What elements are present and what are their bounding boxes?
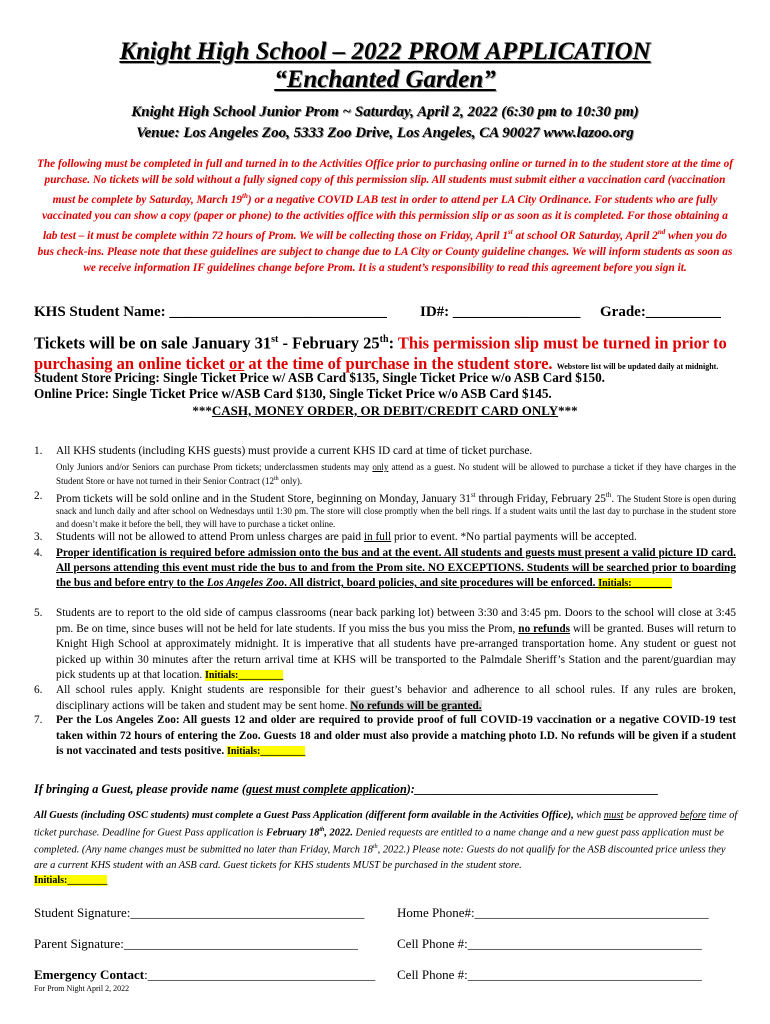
ticket-sale-notice: Tickets will be on sale January 31st - February 25th: This permission slip must be turned in prior to purchasing an online ticket or at the time of purchase in the student store. Webstore list will be updated daily at midnight.: [34, 333, 727, 373]
online-pricing: Online Price: Single Ticket Price w/ASB Card $130, Single Ticket Price w/o ASB Card $145.: [34, 386, 552, 401]
student-id-field[interactable]: ID#: _________________: [420, 304, 581, 320]
footer-note: For Prom Night April 2, 2022: [34, 984, 130, 993]
cell-phone-field[interactable]: Cell Phone #:____________________________________: [397, 936, 702, 951]
prom-application-page: Knight High School – 2022 PROM APPLICATION “Enchanted Garden” Knight High School Junior Prom ~ Saturday, April 2, 2022 (6:30 pm to 10:30 pm) Venue: Los Angeles Zoo, 5333 Zoo Drive, Los Angeles, CA 90027 www.lazoo.org The following must be completed in full and turned in to the Activities Office prior to purchasing online or turned in to the student store at the time of purchase. No tickets will be sold without a fully signed copy of this permission slip. All students must submit either a vaccination card (vaccination must be complete by Saturday, March 19th) or a negative COVID LAB test in order to attend per LA City Ordinance. For students who are fully vaccinated you can show a copy (paper or phone) to the activities office with this permission slip or as soon as it is completed. For those obtaining a lab test – it must be complete within 72 hours of Prom. We will be collecting those on Friday, April 1st at school OR Saturday, April 2nd when you do bus check-ins. Please note that these guidelines are subject to change due to LA City or County guideline changes. We will inform students as soon as we receive information IF guidelines change before Prom. It is a student’s responsibility to read this agreement before you sign it. KHS Student Name: _____________________________ ID#: _________________ Grade:__________ Tickets will be on sale January 31st - February 25th: This permission slip must be turned in prior to purchasing an online ticket or at the time of purchase in the student store. Webstore list will be updated daily at midnight. Student Store Pricing: Single Ticket Price w/ ASB Card $135, Single Ticket Price w/o ASB Card $150. Online Price: Single Ticket Price w/ASB Card $130, Single Ticket Price w/o ASB Card $145. ***CASH, MONEY ORDER, OR DEBIT/CREDIT CARD ONLY*** 1. All KHS students (including KHS guests) must provide a current KHS ID card at time of ticket purchase. Only Juniors and/or Seniors can purchase Prom tickets; underclassmen students may only attend as a guest. No student will be allowed to purchase a ticket if they have charges in the Student Store or have not turned in their Senior Contract (12th only). 2. Prom tickets will be sold online and in the Student Store, beginning on Monday, January 31st through Friday, February 25th. The Student Store is open during snack and lunch daily and after school on Wednesdays until 1:30 pm. The store will close promptly when the bell rings. If a student waits until the last day to purchase in the student store and doesn’t make it before the bell, they will have to purchase a ticket online. 3. Students will not be allowed to attend Prom unless charges are paid in full prior to event. *No partial payments will be accepted. 4. Proper identification is required before admission onto the bus and at the event. All students and guests must present a valid picture ID card. All persons attending this event must ride the bus to and from the Prom site. NO EXCEPTIONS. Students will be searched prior to boarding the bus and before entry to the Los Angeles Zoo. All district, board policies, and site procedures will be enforced. Initials:________ 5. Students are to report to the old side of campus classrooms (near back parking lot) between 3:30 and 3:45 pm. Doors to the school will close at 3:45 pm. Be on time, since buses will not be held for late students. If you miss the bus you miss the Prom, no refunds will be granted. Buses will return to Knight High School at approximately midnight. It is imperative that all students have pre-arranged transportation home. Any student or guest not picked up within 30 minutes after the return arrival time at KHS will be transported to the Palmdale Sheriff’s Station and the parent/guardian may pick students up at that location. Initials:_________ 6. All school rules apply. Knight students are responsible for their guest’s behavior and adherence to all school rules. If any rules are broken, disciplinary actions will be taken and student may be sent home. No refunds will be granted. 7. Per the Los Angeles Zoo: All guests 12 and older are required to provide proof of full COVID-19 vaccination or a negative COVID-19 test taken within 72 hours of entering the Zoo. Guests 18 and older must also provide a matching photo I.D. No refunds will be given if a student is not vaccinated and tests positive. Initials:_________ If bringing a Guest, please provide name (guest must complete application):________________________________________ All Guests (including OSC students) must complete a Guest Pass Application (different form available in the Activities Office), which must be approved before time of ticket purchase. Deadline for Guest Pass application is February 18th, 2022. Denied requests are entitled to a name change and a new guest pass application must be completed. (Any name changes must be submitted no later than Friday, March 18th, 2022.) Please note: Guests do not qualify for the ASB discounted price unless they are a current KHS student with an ASB card. Guest tickets for KHS students MUST be purchased in the student store. Initials:________ Student Signature:____________________________________ Home Phone#:____________________________________ Parent Signature:____________________________________ Cell Phone #:____________________________________ Emergency Contact:___________________________________ Cell Phone #:____________________________________ For Prom Night April 2, 2022: [0, 0, 770, 1024]
theme-title: “Enchanted Garden”: [274, 66, 496, 93]
student-name-field[interactable]: KHS Student Name: _____________________________: [34, 304, 387, 320]
event-line: Knight High School Junior Prom ~ Saturday, April 2, 2022 (6:30 pm to 10:30 pm): [131, 104, 639, 120]
guest-name-field[interactable]: If bringing a Guest, please provide name (guest must complete application):________________________________________: [34, 782, 659, 796]
parent-signature-field[interactable]: Parent Signature:____________________________________: [34, 936, 358, 951]
home-phone-field[interactable]: Home Phone#:____________________________________: [397, 905, 709, 920]
guest-pass-paragraph: All Guests (including OSC students) must complete a Guest Pass Application (different form available in the Activities Office), which must be approved before time of ticket purchase. Deadline for Guest Pass application is February 18th, 2022. Denied requests are entitled to a name change and a new guest pass application must be completed. (Any name changes must be submitted no later than Friday, March 18th, 2022.) Please note: Guests do not qualify for the ASB discounted price unless they are a current KHS student with an ASB card. Guest tickets for KHS students MUST be purchased in the student store. Initials:________: [34, 810, 738, 886]
initials-field[interactable]: Initials:_________: [227, 746, 306, 757]
emergency-cell-phone-field[interactable]: Cell Phone #:____________________________________: [397, 967, 702, 982]
payment-methods: ***CASH, MONEY ORDER, OR DEBIT/CREDIT CARD ONLY***: [192, 403, 578, 418]
initials-field[interactable]: Initials:________: [598, 578, 672, 589]
webstore-note: Webstore list will be updated daily at midnight.: [556, 361, 719, 371]
notice-paragraph: The following must be completed in full and turned in to the Activities Office prior to purchasing online or turned in to the student store at the time of purchase. No tickets will be sold without a fully signed copy of this permission slip. All students must submit either a vaccination card (vaccination must be complete by Saturday, March 19th) or a negative COVID LAB test in order to attend per LA City Ordinance. For students who are fully vaccinated you can show a copy (paper or phone) to the activities office with this permission slip or as soon as it is completed. For those obtaining a lab test – it must be complete within 72 hours of Prom. We will be collecting those on Friday, April 1st at school OR Saturday, April 2nd when you do bus check-ins. Please note that these guidelines are subject to change due to LA City or County guideline changes. We will inform students as soon as we receive information IF guidelines change before Prom. It is a student’s responsibility to read this agreement before you sign it.: [36, 158, 734, 274]
emergency-contact-field[interactable]: Emergency Contact:___________________________________: [34, 967, 376, 982]
grade-field[interactable]: Grade:__________: [600, 304, 721, 320]
document-title: Knight High School – 2022 PROM APPLICATION: [119, 38, 651, 65]
student-signature-field[interactable]: Student Signature:____________________________________: [34, 905, 365, 920]
initials-field[interactable]: Initials:_________: [205, 670, 284, 681]
store-pricing: Student Store Pricing: Single Ticket Price w/ ASB Card $135, Single Ticket Price w/o ASB Card $150.: [34, 370, 605, 385]
initials-field[interactable]: Initials:________: [34, 874, 108, 886]
venue-line: Venue: Los Angeles Zoo, 5333 Zoo Drive, Los Angeles, CA 90027 www.lazoo.org: [136, 125, 634, 141]
